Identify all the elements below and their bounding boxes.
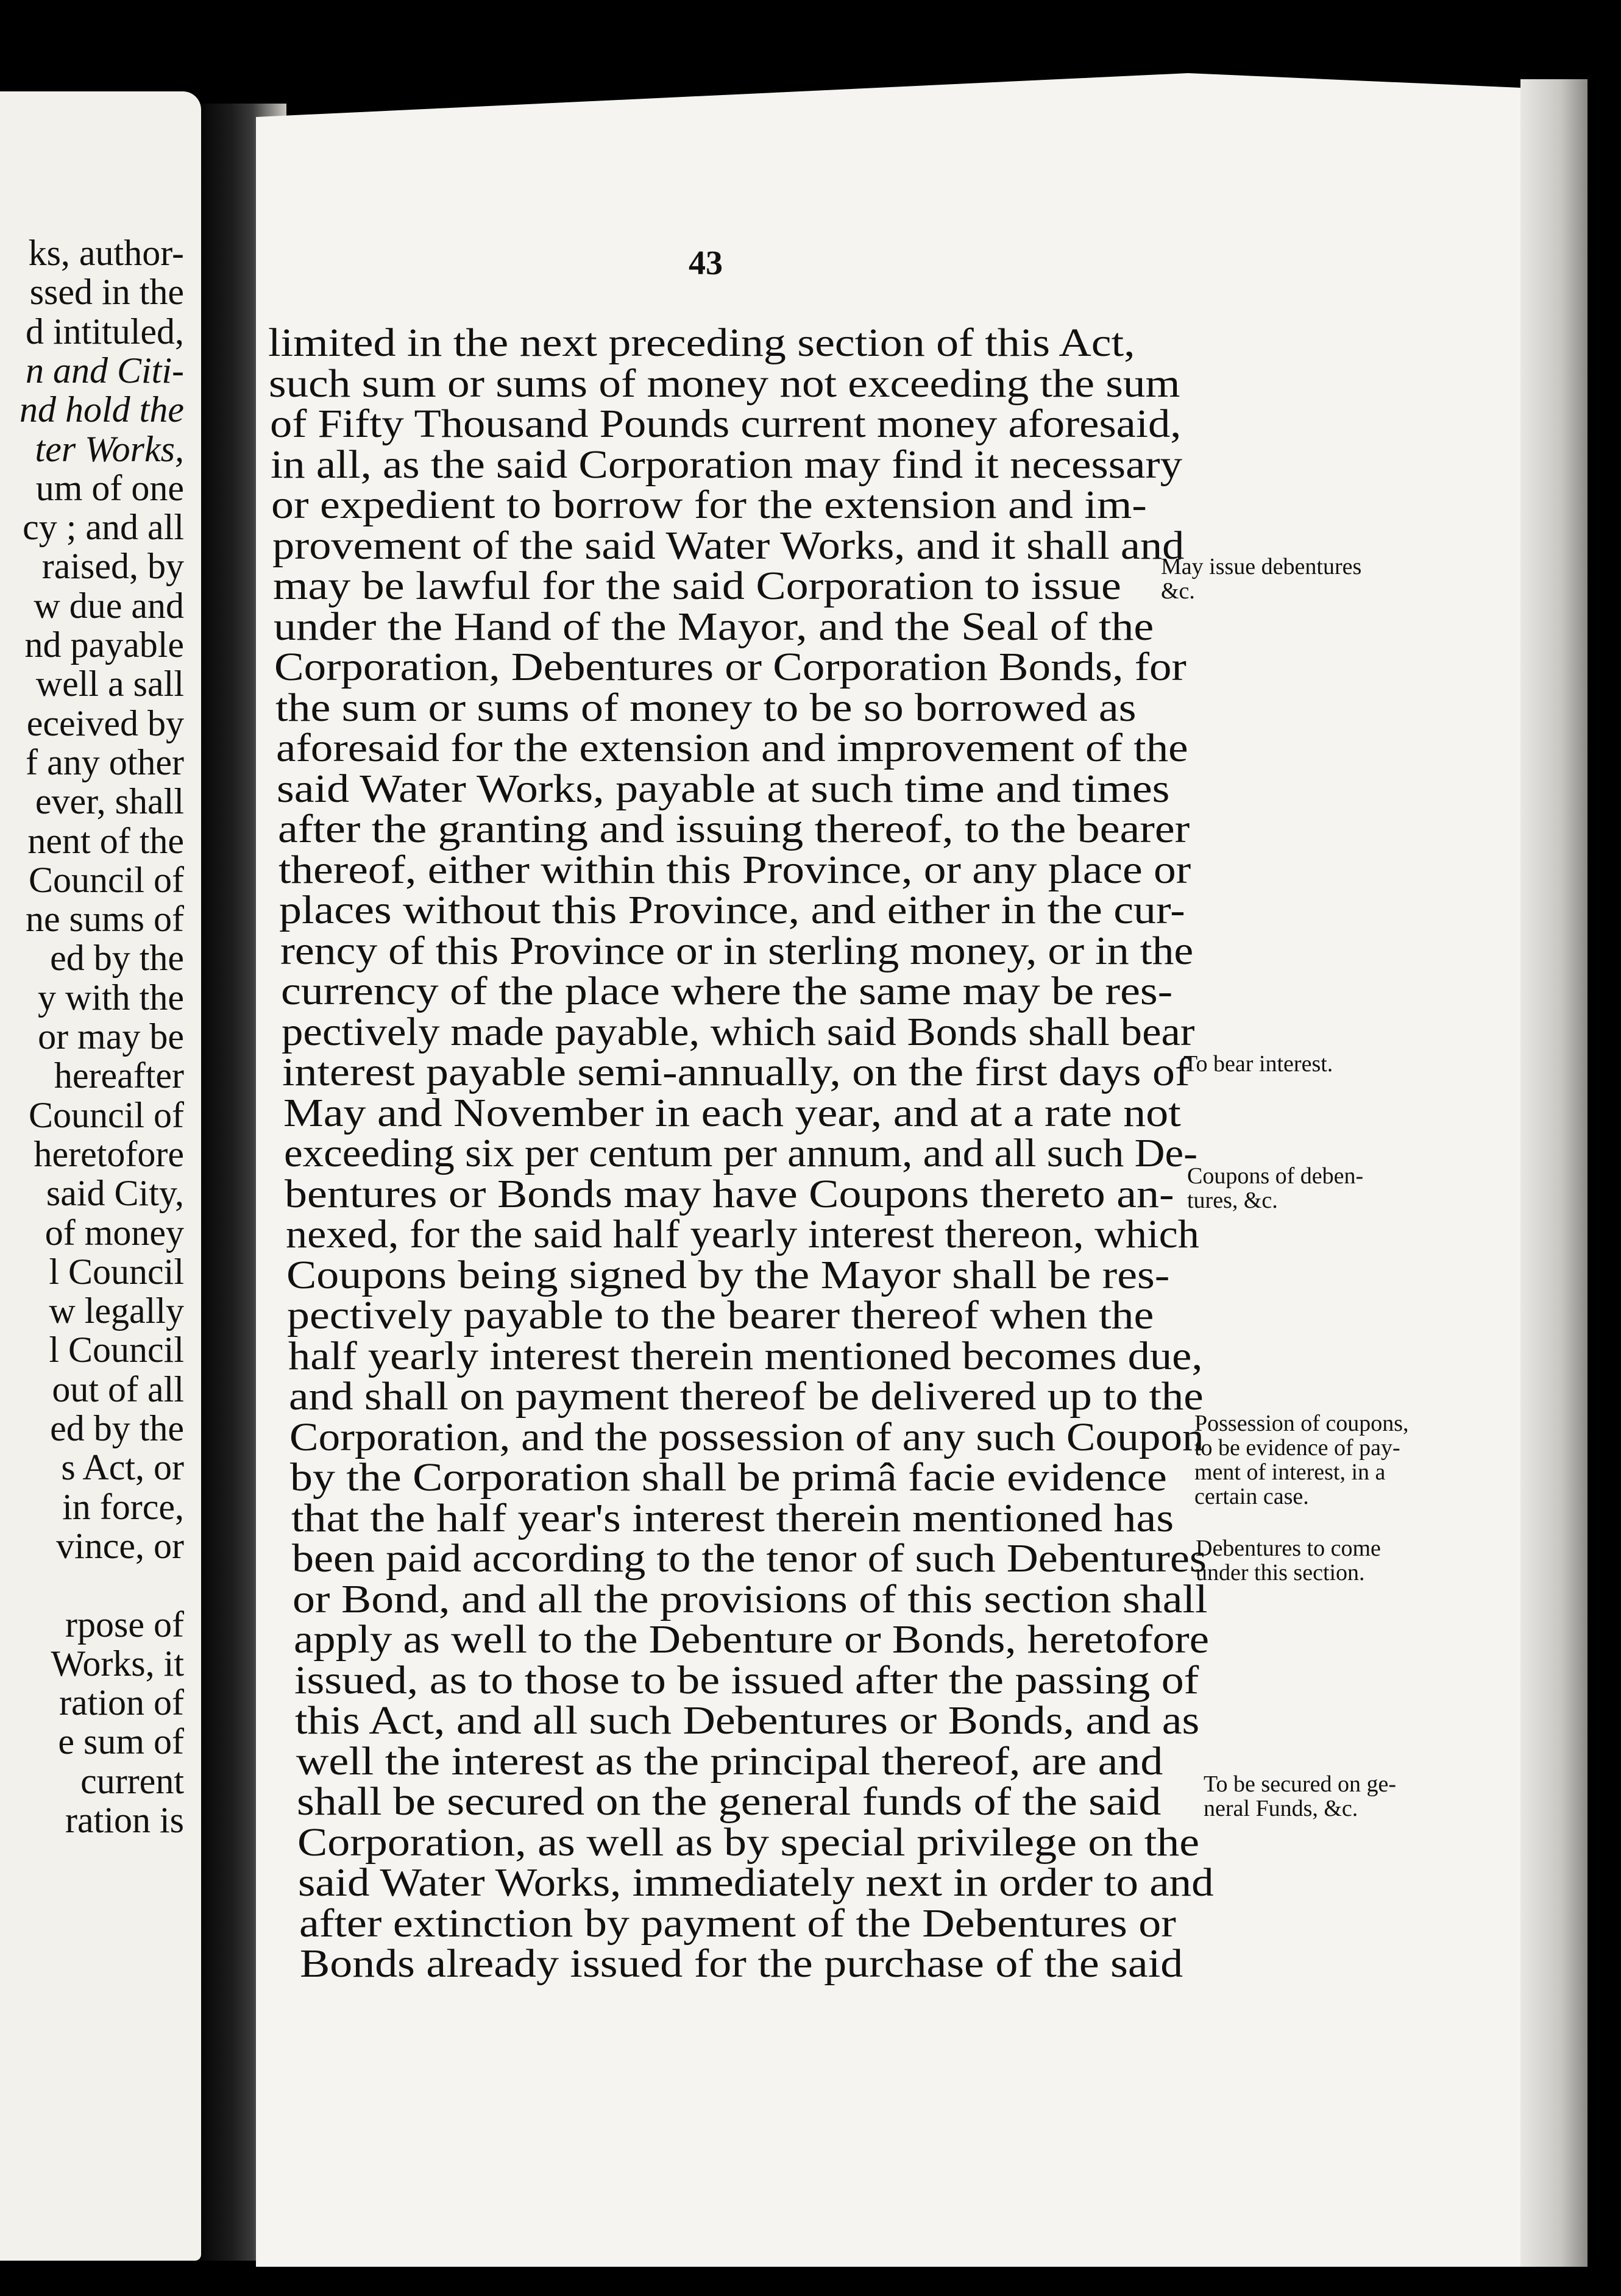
left-page-fragment: ter Works,	[35, 428, 184, 469]
page-edge	[1520, 79, 1587, 2267]
body-line: Bonds already issued for the purchase of the said	[300, 1941, 1183, 1986]
left-page-fragment: f any other	[26, 742, 184, 782]
left-page-fragment: ed by the	[50, 1408, 184, 1448]
body-line: Corporation, Debentures or Corporation Bonds, for	[274, 645, 1187, 689]
left-page-fragment: Works, it	[51, 1643, 184, 1684]
margin-note-line: To be secured on ge-	[1204, 1771, 1396, 1797]
left-page-fragment: cy ; and all	[23, 507, 184, 548]
body-line: been paid according to the tenor of such Debentures	[292, 1536, 1207, 1581]
left-page-fragment: ks, author-	[28, 233, 184, 273]
body-line: half yearly interest therein mentioned becomes due,	[288, 1333, 1202, 1378]
left-page-fragment: in force,	[62, 1486, 184, 1527]
body-line: aforesaid for the extension and improvement of the	[276, 726, 1188, 770]
body-line: pectively payable to the bearer thereof when the	[287, 1293, 1154, 1338]
body-line: well the interest as the principal thereof, are and	[296, 1738, 1163, 1784]
body-line: or expedient to borrow for the extension and im-	[271, 483, 1147, 527]
left-page-fragment: Council of	[29, 1094, 184, 1135]
margin-note-line: To bear interest.	[1183, 1051, 1333, 1077]
body-line: bentures or Bonds may have Coupons thereto an-	[285, 1171, 1174, 1216]
left-page-fragment: y with the	[38, 977, 184, 1018]
body-line: said Water Works, immediately next in order to and	[298, 1860, 1214, 1905]
body-line: and shall on payment thereof be delivered up to the	[288, 1374, 1204, 1419]
margin-note-line: Possession of coupons,	[1194, 1411, 1409, 1436]
left-page-fragment: nd hold the	[20, 389, 184, 430]
body-line: limited in the next preceding section of this Act,	[268, 321, 1135, 365]
margin-note-coupons	[1187, 1164, 1363, 1213]
margin-note-secured	[1204, 1772, 1396, 1821]
body-line: such sum or sums of money not exceeding the sum	[269, 361, 1180, 406]
left-page-fragment: out of all	[52, 1369, 184, 1409]
margin-note-line: ment of interest, in a	[1194, 1459, 1386, 1485]
left-page-fragment: ration of	[59, 1682, 184, 1723]
left-page-fragment: or may be	[38, 1016, 184, 1057]
body-line: currency of the place where the same may be res-	[280, 969, 1173, 1013]
left-page-fragment: ed by the	[50, 938, 184, 979]
left-page-fragment: eceived by	[26, 703, 184, 743]
body-line: nexed, for the said half yearly interest thereon, which	[285, 1212, 1199, 1256]
left-page-fragment: Council of	[29, 859, 184, 900]
margin-note-line: to be evidence of pay-	[1194, 1435, 1400, 1461]
left-page-fragment: well a sall	[35, 664, 184, 704]
left-page-fragment: ssed in the	[29, 272, 184, 313]
margin-note-line: Coupons of deben-	[1187, 1163, 1364, 1189]
body-line: may be lawful for the said Corporation to issue	[272, 564, 1121, 608]
body-line: exceeding six per centum per annum, and all such De-	[284, 1131, 1198, 1175]
left-page-fragment: ration is	[65, 1800, 184, 1840]
margin-note-line: Debentures to come	[1196, 1536, 1381, 1561]
body-line: this Act, and all such Debentures or Bonds, and as	[295, 1698, 1200, 1743]
body-line: rency of this Province or in sterling money, or in the	[280, 928, 1193, 973]
margin-note-line: &c.	[1161, 578, 1195, 604]
page-number: 43	[689, 244, 723, 282]
body-line: that the half year's interest therein mentioned has	[291, 1495, 1174, 1540]
left-page-fragment: of money	[44, 1212, 184, 1253]
left-page-fragment: nd payable	[24, 625, 184, 665]
body-line: under the Hand of the Mayor, and the Seal of the	[274, 604, 1154, 649]
margin-note-line: certain case.	[1194, 1484, 1309, 1509]
margin-note-to-bear-interest	[1183, 1052, 1333, 1076]
body-line: shall be secured on the general funds of the said	[296, 1779, 1162, 1824]
left-page-fragment: said City,	[46, 1173, 184, 1214]
body-line: in all, as the said Corporation may find it necessary	[270, 442, 1182, 487]
margin-note-line: neral Funds, &c.	[1204, 1796, 1358, 1821]
margin-note-line: tures, &c.	[1187, 1188, 1278, 1213]
body-line: thereof, either within this Province, or any place or	[278, 847, 1191, 892]
body-line: by the Corporation shall be primâ facie evidence	[290, 1455, 1168, 1500]
body-line: said Water Works, payable at such time and times	[277, 766, 1170, 811]
left-page-fragment: d intituled,	[26, 311, 184, 352]
left-page-fragment: ever, shall	[35, 781, 184, 822]
left-page-fragment: w legally	[49, 1291, 184, 1331]
body-line: issued, as to those to be issued after the passing of	[294, 1657, 1199, 1703]
left-page-fragment: heretofore	[34, 1133, 184, 1174]
margin-note-line: May issue debentures	[1161, 554, 1362, 579]
left-page-fragment: ne sums of	[26, 899, 184, 940]
body-line: May and November in each year, and at a rate not	[283, 1090, 1181, 1135]
left-page-fragment: l Council	[49, 1251, 184, 1292]
left-page-fragment: nent of the	[27, 820, 184, 861]
body-line: Coupons being signed by the Mayor shall be res-	[286, 1252, 1170, 1297]
left-page-fragment: s Act, or	[61, 1447, 184, 1488]
body-line: Corporation, as well as by special privilege on the	[297, 1819, 1200, 1865]
margin-note-possession	[1194, 1411, 1409, 1509]
left-page-fragment: raised, by	[41, 546, 184, 587]
left-page-fragment: w due and	[34, 585, 184, 626]
body-line: the sum or sums of money to be so borrowed as	[275, 685, 1137, 730]
left-page-fragment: rpose of	[65, 1604, 184, 1645]
left-page-fragment: l Council	[49, 1330, 184, 1370]
body-line: of Fifty Thousand Pounds current money aforesaid,	[269, 402, 1182, 446]
left-page-fragment: vince, or	[56, 1525, 184, 1566]
left-page-fragment: e sum of	[58, 1721, 184, 1762]
body-line: after extinction by payment of the Debentures or	[299, 1901, 1176, 1946]
body-line: Corporation, and the possession of any such Coupon	[289, 1414, 1204, 1459]
body-line: pectively made payable, which said Bonds shall bear	[282, 1009, 1195, 1054]
left-page-fragment: n and Citi-	[25, 350, 184, 391]
body-line: apply as well to the Debenture or Bonds, heretofore	[293, 1617, 1209, 1662]
body-line: places without this Province, and either in the cur-	[279, 888, 1185, 932]
left-page-fragment: current	[80, 1760, 184, 1801]
margin-note-debentures-come	[1196, 1536, 1381, 1585]
body-line: or Bond, and all the provisions of this section shall	[293, 1576, 1208, 1621]
body-line: provement of the said Water Works, and it shall and	[272, 523, 1184, 568]
body-line: interest payable semi-annually, on the first days of	[282, 1050, 1190, 1094]
margin-note-line: under this section.	[1196, 1560, 1365, 1586]
left-page-fragment: hereafter	[54, 1055, 184, 1096]
left-page	[0, 91, 201, 2261]
body-line: after the granting and issuing thereof, to the bearer	[277, 807, 1190, 851]
margin-note-may-issue	[1161, 555, 1361, 603]
left-page-fragment: um of one	[35, 467, 184, 508]
